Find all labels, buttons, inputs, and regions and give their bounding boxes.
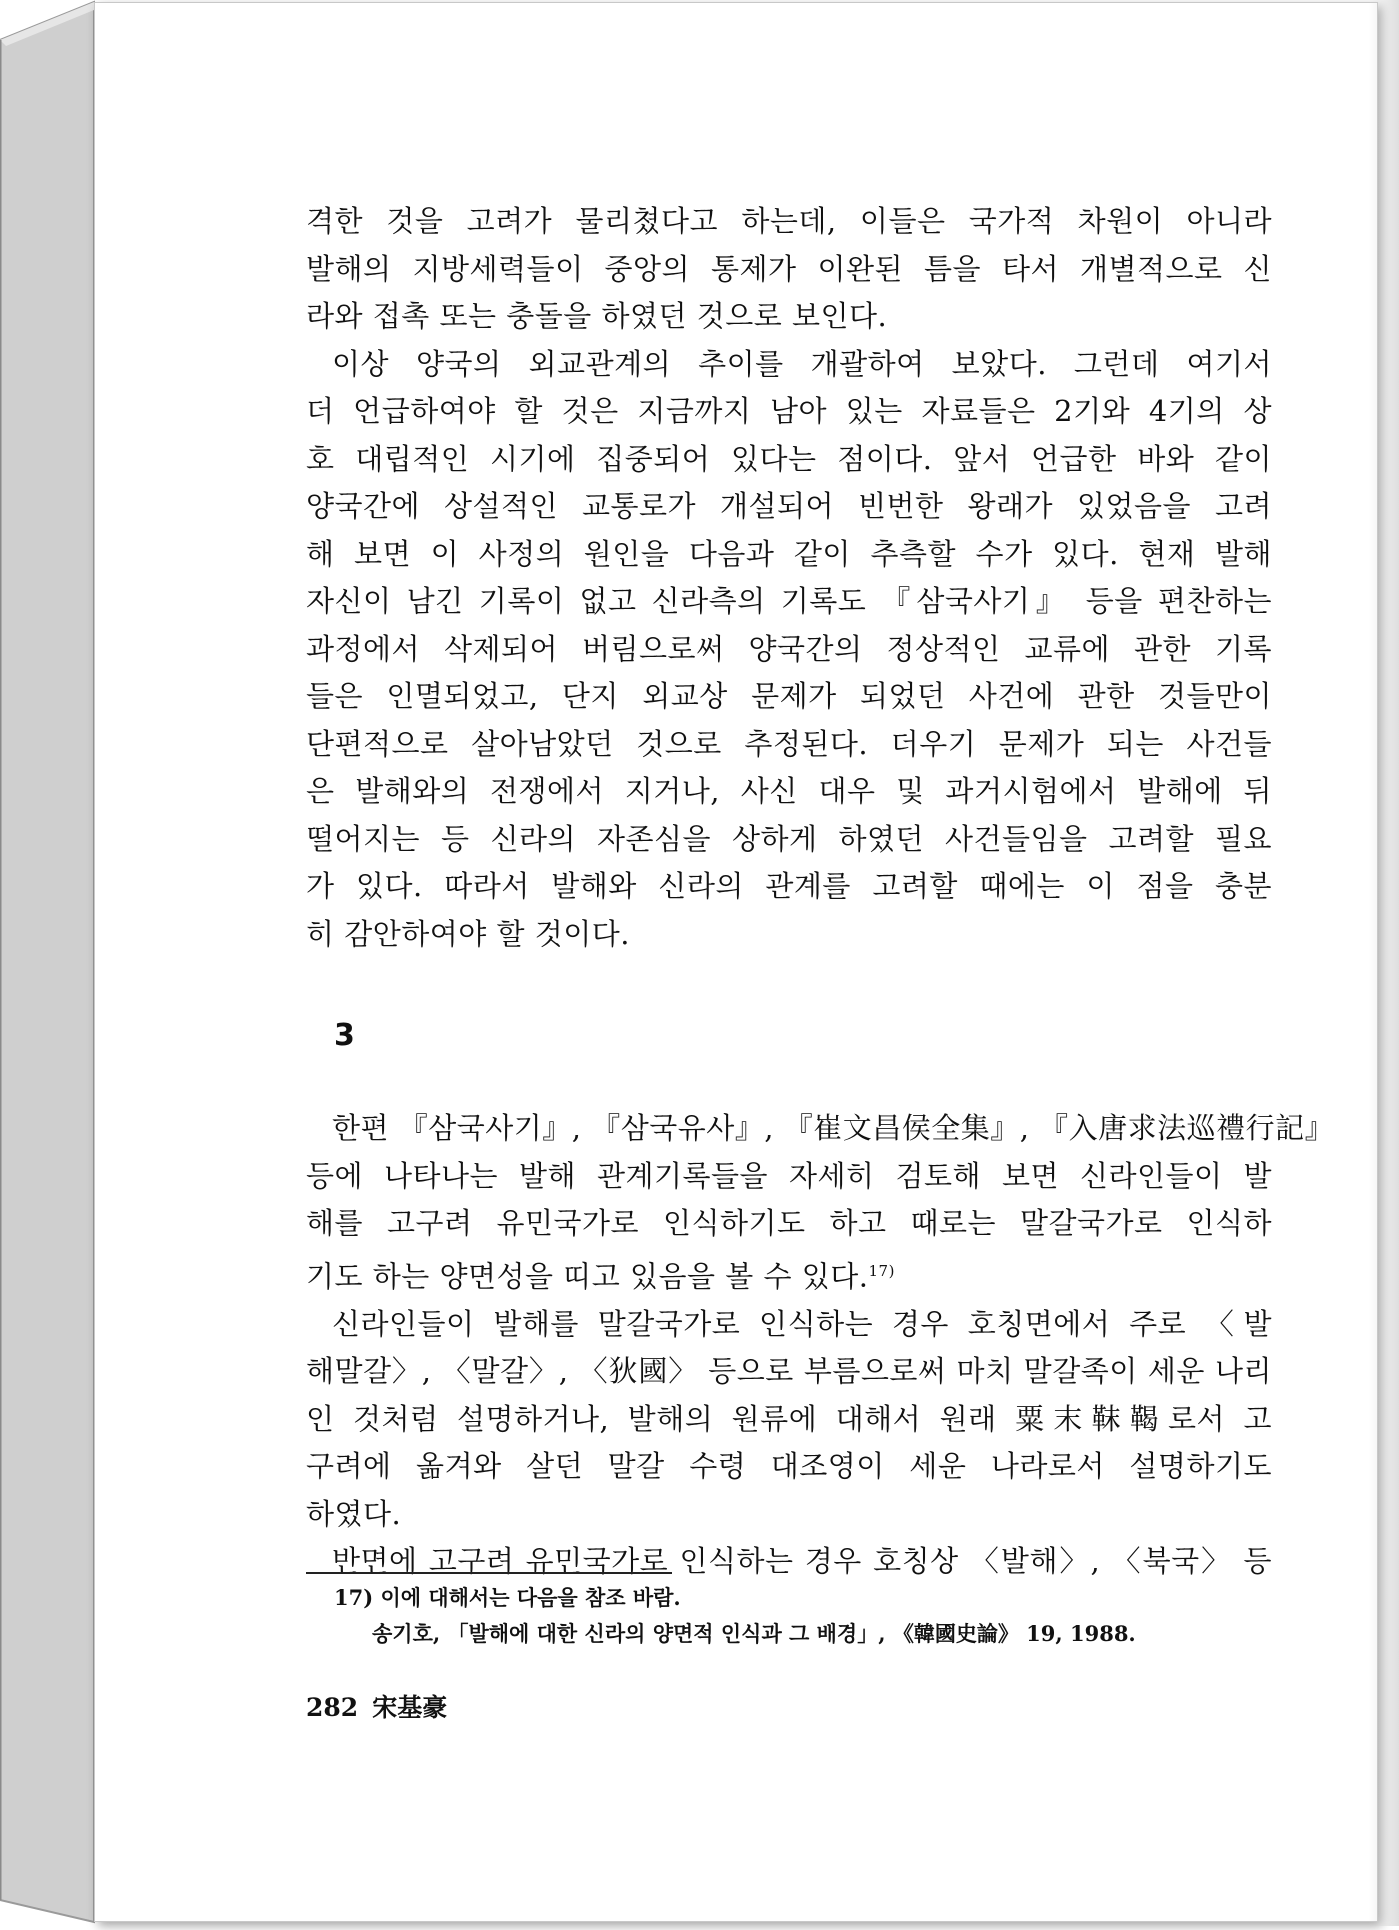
text-line: 자신이 남긴 기록이 없고 신라측의 기록도 『삼국사기』 등을 편찬하는 xyxy=(306,584,1272,618)
body-text-section-3 xyxy=(306,1105,1335,1586)
text-line: 이상 양국의 외교관계의 추이를 개괄하여 보았다. 그런데 여기서 xyxy=(332,346,1272,381)
text-line: 단편적으로 살아남았던 것으로 추정된다. 더우기 문제가 되는 사건들 xyxy=(306,726,1272,761)
text-line: 과정에서 삭제되어 버림으로써 양국간의 정상적인 교류에 관한 기록 xyxy=(306,631,1272,666)
text-line: 하였다. xyxy=(306,1496,402,1531)
text-line: 반면에 고구려 유민국가로 인식하는 경우 호칭상 〈발해〉, 〈북국〉 등 xyxy=(332,1544,1272,1579)
text-line: 해를 고구려 유민국가로 인식하기도 하고 때로는 말갈국가로 인식하 xyxy=(306,1206,1272,1240)
text-line: 라와 접촉 또는 충돌을 하였던 것으로 보인다. xyxy=(306,299,888,333)
paragraph-1 xyxy=(306,198,1272,341)
footnote-17 xyxy=(334,1580,1274,1652)
text-line: 인 것처럼 설명하거나, 발해의 원류에 대해서 원래 粟末靺鞨로서 고 xyxy=(306,1401,1272,1436)
footnote-number-line: 17) 이에 대해서는 다음을 참조 바람. xyxy=(334,1585,681,1610)
text-line: 등에 나타나는 발해 관계기록들을 자세히 검토해 보면 신라인들이 발 xyxy=(306,1158,1272,1193)
text-line: 기도 하는 양면성을 띠고 있음을 볼 수 있다. xyxy=(306,1259,869,1294)
text-line: 발해의 지방세력들이 중앙의 통제가 이완된 틈을 타서 개별적으로 신 xyxy=(306,251,1272,286)
text-line: 한편 『삼국사기』, 『삼국유사』, 『崔文昌侯全集』, 『入唐求法巡禮行記』 xyxy=(332,1111,1335,1145)
footnote-reference-line: 송기호, 「발해에 대한 신라의 양면적 인식과 그 배경」, 《韓國史論》 19, 1988. xyxy=(372,1621,1136,1646)
text-line: 히 감안하여야 할 것이다. xyxy=(306,916,631,951)
text-line: 구려에 옮겨와 살던 말갈 수령 대조영이 세운 나라로서 설명하기도 xyxy=(306,1449,1272,1484)
text-line: 가 있다. 따라서 발해와 신라의 관계를 고려할 때에는 이 점을 충분 xyxy=(306,869,1272,903)
text-line: 더 언급하여야 할 것은 지금까지 남아 있는 자료들은 2기와 4기의 상 xyxy=(306,394,1272,428)
text-line-with-footnote xyxy=(306,1248,1272,1301)
paragraph-4 xyxy=(306,1301,1272,1539)
text-line: 해 보면 이 사정의 원인을 다음과 같이 추측할 수가 있다. 현재 발해 xyxy=(306,536,1272,571)
page-number: 282 xyxy=(306,1693,359,1722)
text-line: 해말갈〉, 〈말갈〉, 〈狄國〉 등으로 부름으로써 마치 말갈족이 세운 나리 xyxy=(306,1354,1272,1389)
footnote-divider xyxy=(306,1572,672,1574)
text-line: 호 대립적인 시기에 집중되어 있다는 점이다. 앞서 언급한 바와 같이 xyxy=(306,441,1272,476)
paragraph-3 xyxy=(306,1105,1335,1301)
text-line: 격한 것을 고려가 물리쳤다고 하는데, 이들은 국가적 차원이 아니라 xyxy=(306,204,1272,238)
footnote-reference[interactable]: 17) xyxy=(868,1261,895,1280)
text-line: 양국간에 상설적인 교통로가 개설되어 빈번한 왕래가 있었음을 고려 xyxy=(306,489,1272,523)
page-footer xyxy=(306,1688,447,1724)
text-line: 떨어지는 등 신라의 자존심을 상하게 하였던 사건들임을 고려할 필요 xyxy=(306,821,1272,856)
section-number: 3 xyxy=(334,1018,355,1053)
text-line: 은 발해와의 전쟁에서 지거나, 사신 대우 및 과거시험에서 발해에 뒤 xyxy=(306,774,1272,808)
paragraph-5 xyxy=(306,1538,1272,1586)
text-line: 들은 인멸되었고, 단지 외교상 문제가 되었던 사건에 관한 것들만이 xyxy=(306,679,1272,713)
text-line: 신라인들이 발해를 말갈국가로 인식하는 경우 호칭면에서 주로 〈발 xyxy=(332,1306,1272,1341)
paragraph-2 xyxy=(306,341,1272,959)
running-author: 宋基豪 xyxy=(372,1693,448,1722)
body-text-top xyxy=(306,198,1272,958)
page-edge-shadow xyxy=(1369,0,1399,1926)
